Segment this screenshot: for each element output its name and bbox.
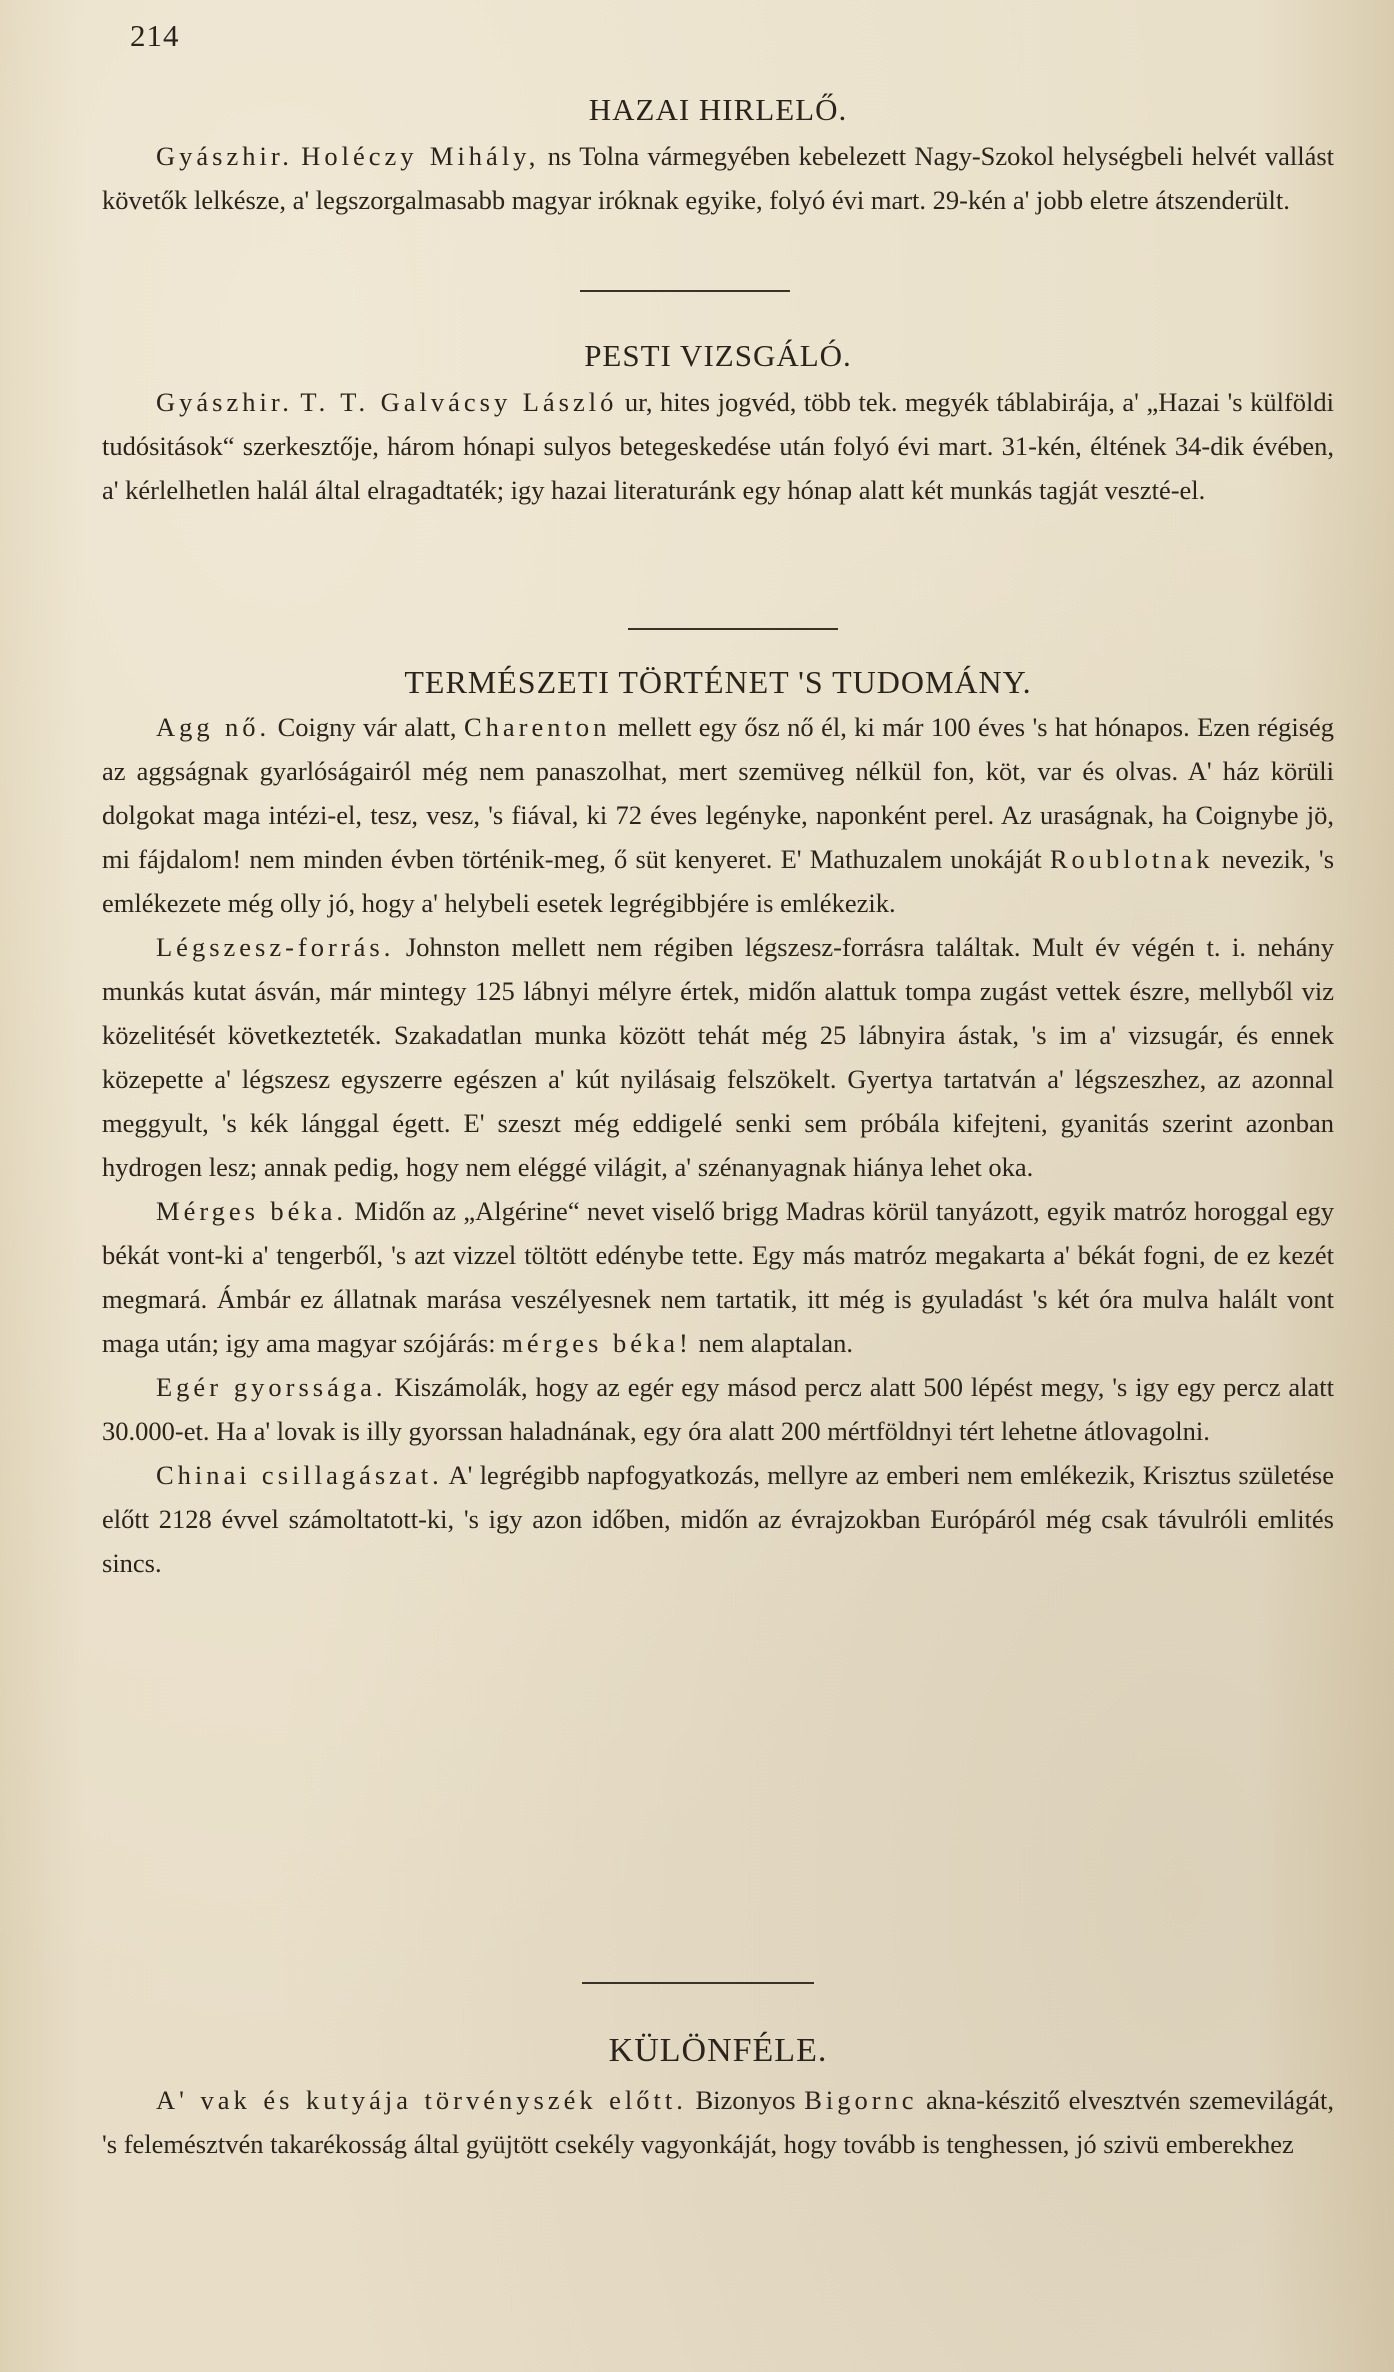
paragraph-pesti-gyaszhir (102, 380, 1334, 512)
paragraph-vak-es-kutyaja (102, 2078, 1334, 2166)
person-name: T. T. Galvácsy László (300, 387, 618, 417)
paragraph-text: ns Tolna vármegyében kebelezett Nagy-Szokol helységbeli helvét vallást követők lelkésze, a' legszorgalmasabb magyar iróknak egyike, folyó évi mart. 29-kén a' jobb eletre átszenderült. (102, 141, 1335, 215)
person-name: Holéczy Mihály, (301, 141, 540, 171)
paragraph-text: Coigny vár alatt, (277, 712, 457, 742)
lead-word: Mérges béka. (156, 1196, 348, 1226)
section-hazai-hirlelo (102, 92, 1334, 222)
person-name: Bigornc (804, 2085, 918, 2115)
paragraph-text: ur, hites jogvéd, több tek. megyék táblabirája, a' „Hazai 's külföldi tudósitások“ szerkesztője, három hónapi sulyos betegeskedése után folyó évi mart. 31-kén, éltének 34-dik évében, a' kérlelhetlen halál által elragadtaték; igy hazai literaturánk egy hónap alatt két munkás tagját veszté-el. (102, 387, 1335, 505)
paragraph-text: mellett egy ősz nő él, ki már 100 éves 's hat hónapos. Ezen régiség az aggságnak gyarlóságairól még nem panaszolhat, mert szemüveg nélkül fon, köt, var és olvas. A' ház körüli dolgokat maga intézi-el, tesz, vesz, 's fiával, ki 72 éves legényke, naponként perel. Az uraságnak, ha Coignybe jö, mi fájdalom! nem minden évben történik-meg, ő süt kenyeret. E' Mathuzalem unokáját (102, 712, 1335, 874)
section-pesti-vizsgalo (102, 338, 1334, 512)
lead-word: A' vak és kutyája törvényszék előtt. (156, 2085, 687, 2115)
divider-rule (580, 290, 790, 292)
section-termeszeti (102, 664, 1334, 1585)
section-title-termeszeti: TERMÉSZETI TÖRTÉNET 'S TUDOMÁNY. (404, 664, 1032, 700)
paragraph-text: Johnston mellett nem régiben légszesz-forrásra találtak. Mult év végén t. i. nehány munkás kutat ásván, már mintegy 125 lábnyi mélyre értek, midőn alattuk tompa zugást vettek észre, mellyből viz közelitését következteték. Szakadatlan munka között tehát még 25 lábnyira ástak, 's im a' vizsugár, és ennek közepette a' légszesz egyszerre egészen a' kút nyilásaig felszökelt. Gyertya tartatván a' légszeszhez, az azonnal meggyult, 's kék lánggal égett. E' szeszt még eddigelé senki sem próbála kifejteni, gyanitás szerint azonban hydrogen lesz; annak pedig, hogy nem eléggé világit, a' szénanyagnak hiánya lehet oka. (102, 932, 1335, 1182)
section-kulonfele (102, 2032, 1334, 2166)
lead-word: Chinai csillagászat. (156, 1460, 443, 1490)
paragraph-hazai-gyaszhir (102, 134, 1334, 222)
paragraph-merges-beka (102, 1189, 1334, 1365)
lead-word: Agg nő. (156, 712, 271, 742)
paragraph-text: A' legrégibb napfogyatkozás, mellyre az emberi nem emlékezik, Krisztus születése előtt 2128 évvel számoltatott-ki, 's igy azon időben, midőn az évrajzokban Európáról még csak távulróli emlités sincs. (102, 1460, 1334, 1578)
paragraph-legszesz-forras (102, 925, 1334, 1189)
divider-rule (582, 1982, 814, 1984)
lead-word: Gyászhir. (156, 141, 293, 171)
quote-text: mérges béka! (502, 1328, 692, 1358)
divider-rule (628, 628, 838, 630)
paragraph-chinai-csillagaszat (102, 1453, 1334, 1585)
paragraph-text: nem alaptalan. (698, 1328, 853, 1358)
paragraph-text: nevezik, 's emlékezete még olly jó, hogy a' helybeli esetek legrégibbjére is emlékezik. (102, 844, 1335, 918)
paragraph-text: Bizonyos (695, 2085, 796, 2115)
section-title-hazai: HAZAI HIRLELŐ. (588, 92, 848, 127)
paragraph-text: Kiszámolák, hogy az egér egy másod percz alatt 500 lépést megy, 's igy egy percz alatt 30.000-et. Ha a' lovak is illy gyorssan haladnának, egy óra alatt 200 mértföldnyi tért lehetne átlovagolni. (102, 1372, 1334, 1446)
paragraph-eger-gyorssaga (102, 1365, 1334, 1453)
person-name: Roublotnak (1049, 844, 1214, 874)
page-number: 214 (130, 18, 180, 53)
lead-word: Gyászhir. (156, 387, 293, 417)
lead-word: Egér gyorssága. (156, 1372, 387, 1402)
paragraph-text: Midőn az „Algérine“ nevet viselő brigg Madras körül tanyázott, egyik matróz horoggal egy békát vont-ki a' tengerből, 's azt vizzel töltött edénybe tette. Egy más matróz megakarta a' békát fogni, de ez kezét megmará. Ámbár ez állatnak marása veszélyesnek nem tartatik, itt még is gyuladást 's két óra mulva halált vont maga után; igy ama magyar szójárás: (102, 1196, 1334, 1358)
section-title-pesti: PESTI VIZSGÁLÓ. (584, 338, 852, 373)
section-title-kulonfele: KÜLÖNFÉLE. (608, 2032, 828, 2069)
place-name: Charenton (463, 712, 611, 742)
lead-word: Légszesz-forrás. (156, 932, 395, 962)
paragraph-agg-no (102, 705, 1334, 925)
paragraph-text: akna-készitő elvesztvén szemevilágát, 's felemésztvén takarékosság által gyüjtött csekély vagyonkáját, hogy tovább is tenghessen, jó szivü emberekhez (102, 2085, 1334, 2159)
